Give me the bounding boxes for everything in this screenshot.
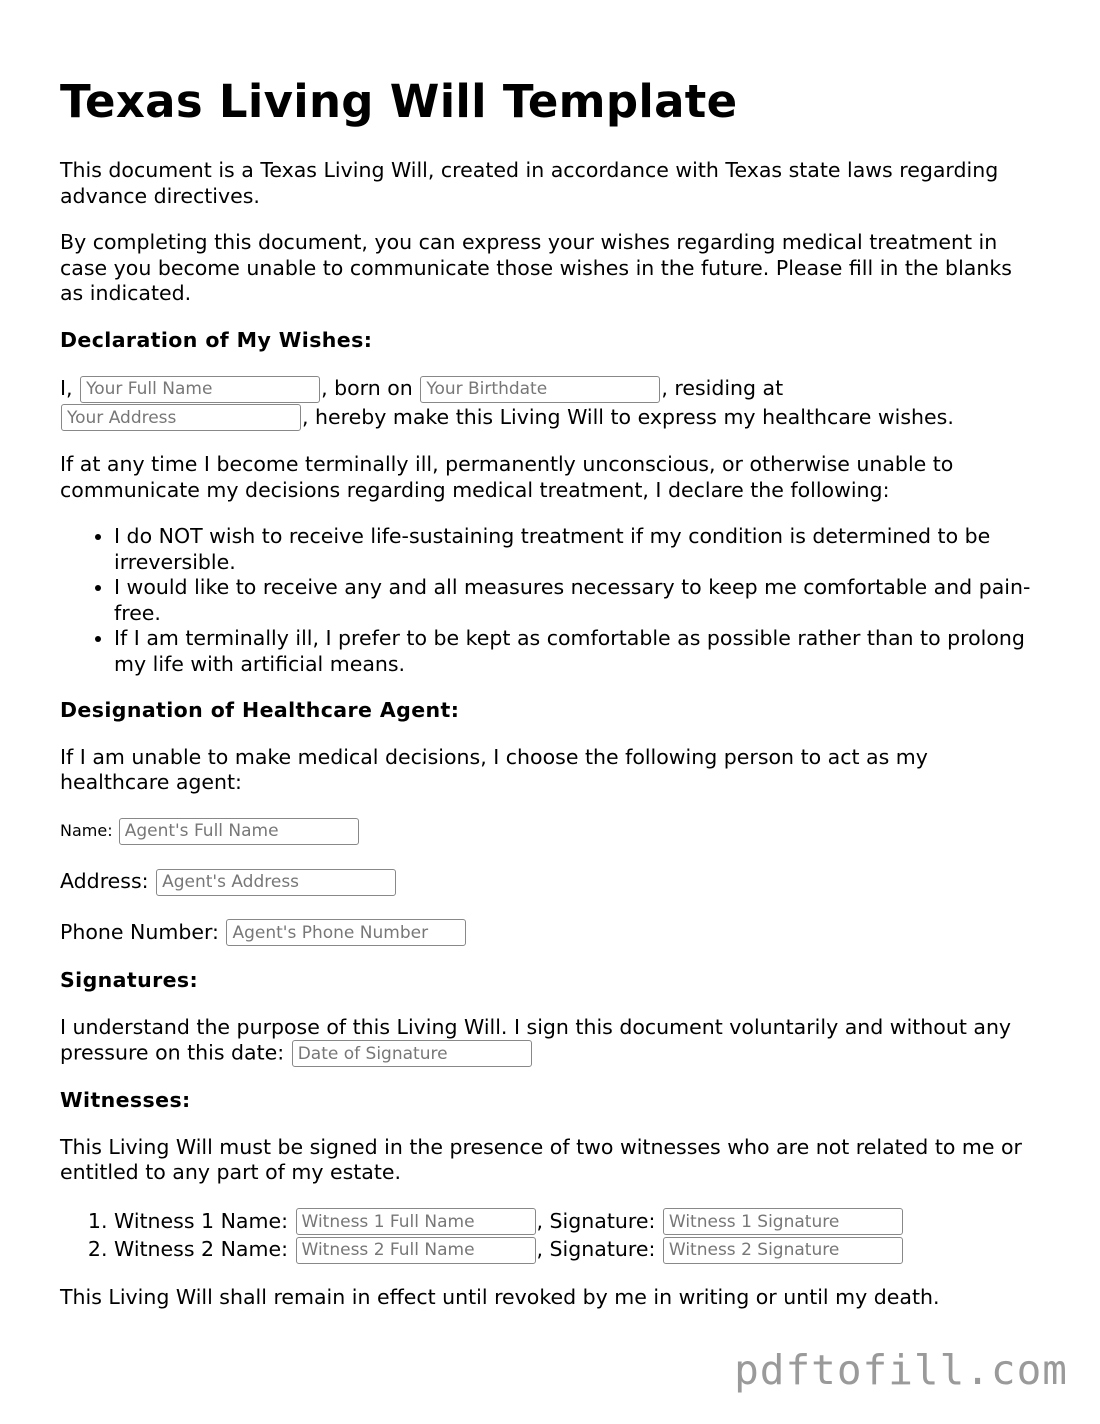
agent-name-row (60, 817, 1040, 846)
address-input[interactable] (61, 404, 301, 431)
declaration-paragraph: I, Your Full Name , born on Your Birthdate , residing at Your Address, hereby make this Living Will to express my healthcare wishes. (60, 374, 1040, 431)
agent-heading: Designation of Healthcare Agent: (60, 698, 460, 722)
agent-phone-input[interactable] (226, 919, 466, 946)
agent-address-label: Address: (60, 869, 149, 893)
agent-name-label: Name: (60, 820, 113, 840)
watermark: pdftofill.com (734, 1346, 1068, 1394)
agent-phone-label: Phone Number: (60, 919, 219, 944)
declaration-statement: If at any time I become terminally ill, permanently unconscious, or otherwise unable to communicate my decisions regarding medical treatment, I declare the following: (60, 452, 954, 502)
intro-paragraph-2: By completing this document, you can express your wishes regarding medical treatment in case you become unable to communicate those wishes in the future. Please fill in the blanks as indicated. (60, 230, 1012, 305)
document-title: Texas Living Will Template (60, 75, 738, 128)
agent-address-input[interactable] (156, 869, 396, 896)
list-item: • If I am terminally ill, I prefer to be kept as comfortable as possible rather than to prolong my life with artificial means. (114, 626, 1040, 677)
closing-statement: This Living Will shall remain in effect until revoked by me in writing or until my death. (60, 1284, 940, 1309)
witnesses-intro: This Living Will must be signed in the presence of two witnesses who are not related to me or entitled to any part of my estate. (60, 1134, 1022, 1184)
birthdate-input[interactable] (420, 376, 660, 403)
signatures-paragraph: I understand the purpose of this Living Will. I sign this document voluntarily and without any pressure on this date: Date of Signature (60, 1015, 1040, 1068)
agent-intro: If I am unable to make medical decisions, I choose the following person to act as my healthcare agent: (60, 744, 928, 794)
list-item: • I do NOT wish to receive life-sustaining treatment if my condition is determined to be irreversible. (114, 524, 1040, 575)
witness-2-signature-input[interactable] (663, 1237, 903, 1264)
declaration-heading: Declaration of My Wishes: (60, 327, 373, 352)
full-name-input[interactable] (80, 376, 320, 403)
list-item: 2. Witness 2 Name: Witness 2 Full Name , Signature: Witness 2 Signature (114, 1235, 1040, 1264)
witness-1-name-input[interactable] (296, 1208, 536, 1235)
signatures-heading: Signatures: (60, 968, 199, 992)
witness-1-signature-input[interactable] (663, 1208, 903, 1235)
list-item: • I would like to receive any and all measures necessary to keep me comfortable and pain-free. (114, 575, 1040, 626)
agent-phone-row (60, 918, 1040, 947)
agent-address-row (60, 867, 1040, 896)
witness-2-name-input[interactable] (296, 1237, 536, 1264)
agent-name-input[interactable] (119, 818, 359, 845)
intro-paragraph-1: This document is a Texas Living Will, created in accordance with Texas state laws regarding advance directives. (60, 158, 999, 208)
witnesses-heading: Witnesses: (60, 1088, 191, 1112)
witnesses-list (60, 1207, 1040, 1264)
list-item: 1. Witness 1 Name: Witness 1 Full Name , Signature: Witness 1 Signature (114, 1207, 1040, 1236)
wishes-list (60, 524, 1040, 677)
signature-date-input[interactable] (292, 1040, 532, 1067)
